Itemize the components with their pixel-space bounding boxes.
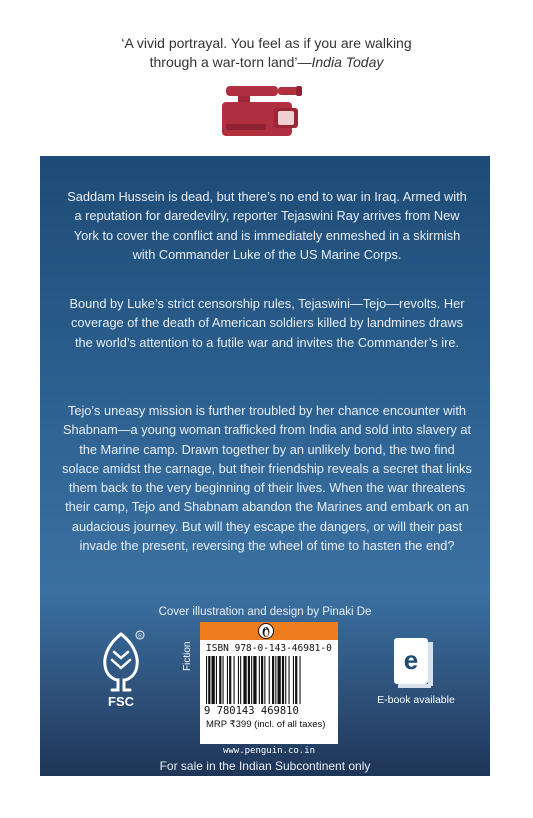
- barcode-digits: 9 780143 469810: [204, 705, 299, 717]
- isbn-number: ISBN 978-0-143-46981-0: [206, 643, 332, 654]
- genre-label: Fiction: [182, 641, 193, 671]
- ebook-letter: e: [403, 645, 419, 675]
- cover-credit: Cover illustration and design by Pinaki De: [158, 606, 372, 618]
- blurb-paragraph-3: Tejo’s uneasy mission is further troubled by her chance encounter with Shabnam—a young woman trafficked from India and sold into slavery at the Marine camp. Drawn together by an unlikely bond, the two find solace amidst the carnage, but their friendship reveals a secret that links them back to the very beginning of their lives. When the war threatens their camp, Tejo and Shabnam abandon the Marines and embark on an audacious journey. But will they escape the dangers, or will their past invade the present, reversing the wheel of time to hasten the end?: [62, 403, 472, 554]
- fsc-tree-icon: [96, 630, 146, 694]
- sale-territory-note: For sale in the Indian Subcontinent only: [159, 759, 371, 773]
- blurb-paragraph-2: Bound by Luke’s strict censorship rules, Tejaswini—Tejo—revolts. Her coverage of the death of American soldiers killed by landmines draws the world’s attention to a futile war and invites the Commander’s ire.: [69, 296, 465, 350]
- barcode-label: [200, 622, 338, 744]
- mrp-price: MRP ₹399 (incl. of all taxes): [206, 719, 326, 730]
- quote-line-1: ‘A vivid portrayal. You feel as if you are walking: [121, 35, 412, 51]
- quote-source: India Today: [311, 54, 384, 70]
- publisher-website: www.penguin.co.in: [222, 746, 316, 756]
- video-camera-icon: [218, 84, 318, 140]
- penguin-logo-icon: [258, 623, 274, 639]
- ebook-available-label: E-book available: [377, 694, 455, 706]
- review-quote: [0, 34, 533, 72]
- quote-line-2: through a war-torn land’—India Today: [149, 54, 384, 70]
- ebook-icon: [392, 636, 436, 690]
- barcode-graphic: [206, 656, 334, 704]
- blurb-paragraph-1: Saddam Hussein is dead, but there’s no end to war in Iraq. Armed with a reputation for daredevilry, reporter Tejaswini Ray arrives from New York to cover the conflict and is immediately enmeshed in a skirmish with Commander Luke of the US Marine Corps.: [67, 189, 467, 262]
- fsc-label: FSC: [108, 694, 134, 709]
- svg-text:R: R: [138, 633, 142, 640]
